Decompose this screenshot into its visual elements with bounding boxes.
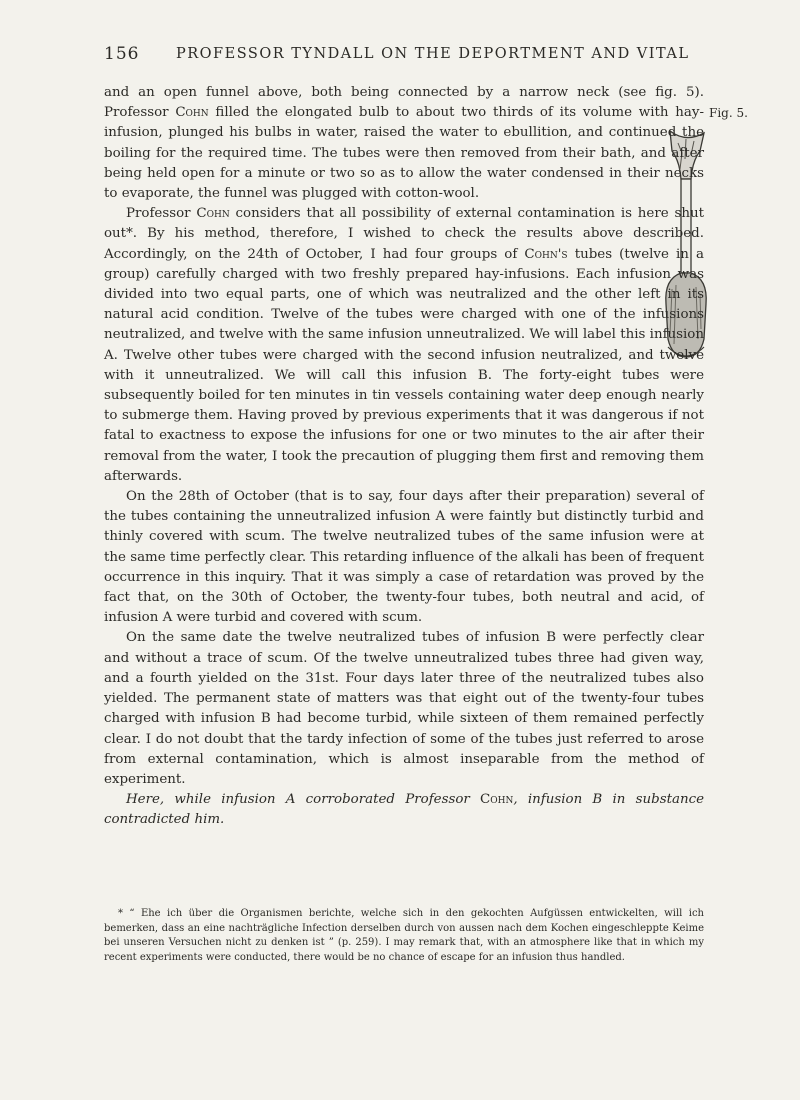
body-text [104,83,704,831]
paragraph: and an open funnel above, both being connected by a narrow neck (see fig. 5). Professor Cohn filled the elongated bulb to about two thirds of its volume with hay-infusion, plunged his bulbs in water, raised the water to ebullition, and continued the boiling for the required time. The tubes were then removed from their bath, and after being held open for a minute or two so as to allow the water condensed in their necks to evaporate, the funnel was plugged with cotton-wool. [104,85,704,202]
running-head: PROFESSOR TYNDALL ON THE DEPORTMENT AND VITAL [176,46,690,62]
conclusion-paragraph: Here, while infusion A corroborated Professor Cohn, infusion B in substance contradicted him. [104,792,704,828]
figure-label: Fig. 5. [709,106,748,120]
paragraph: On the 28th of October (that is to say, four days after their preparation) several of the tubes containing the unneutralized infusion A were faintly but distinctly turbid and thinly covered with scum. The twelve neutralized tubes of the same infusion were at the same time perfectly clear. This retarding influence of the alkali has been of frequent occurrence in this inquiry. That it was simply a case of retardation was proved by the fact that, on the 30th of October, the twenty-four tubes, both neutral and acid, of infusion A were turbid and covered with scum. [104,489,704,626]
paragraph: Professor Cohn considers that all possibility of external contamination is here shut out*. By his method, therefore, I wished to check the results above described. Accordingly, on the 24th of October, I had four groups of Cohn's tubes (twelve in a group) carefully charged with two freshly prepared hay-infusions. Each infusion was divided into two equal parts, one of which was neutralized and the other left in its natural acid condition. Twelve of the tubes were charged with one of the infusions neutralized, and twelve with the same infusion unneutralized. We will label this infusion A. Twelve other tubes were charged with the second infusion neutralized, and twelve with it unneutralized. We will call this infusion B. The forty-eight tubes were subsequently boiled for ten minutes in tin vessels containing water deep enough nearly to submerge them. Having proved by previous experiments that it was dangerous if not fatal to exactness to expose the infusions for one or two minutes to the air after their removal from the water, I took the precaution of plugging them first and removing them afterwards. [104,206,704,484]
page-header [104,44,704,70]
paragraph: On the same date the twelve neutralized tubes of infusion B were perfectly clear and without a trace of scum. Of the twelve unneutralized tubes three had given way, and a fourth yielded on the 31st. Four days later three of the neutralized tubes also yielded. The permanent state of matters was that eight out of the twenty-four tubes charged with infusion B had become turbid, while sixteen of them remained perfectly clear. I do not doubt that the tardy infection of some of the tubes just referred to arose from external contamination, which is almost inseparable from the method of experiment. [104,630,704,787]
page-number: 156 [104,44,140,64]
footnote [104,907,704,965]
footnote-text: * “ Ehe ich über die Organismen berichte, welche sich in den gekochten Aufgüssen entwickelten, will ich bemerken, dass an eine nachträgliche Infection derselben durch von aussen nach dem Kochen eingeschleppte Keime bei unseren Versuchen nicht zu denken ist ” (p. 259). I may remark that, with an atmosphere like that in which my recent experiments were conducted, there would be no chance of escape for an infusion thus handled. [104,908,704,963]
